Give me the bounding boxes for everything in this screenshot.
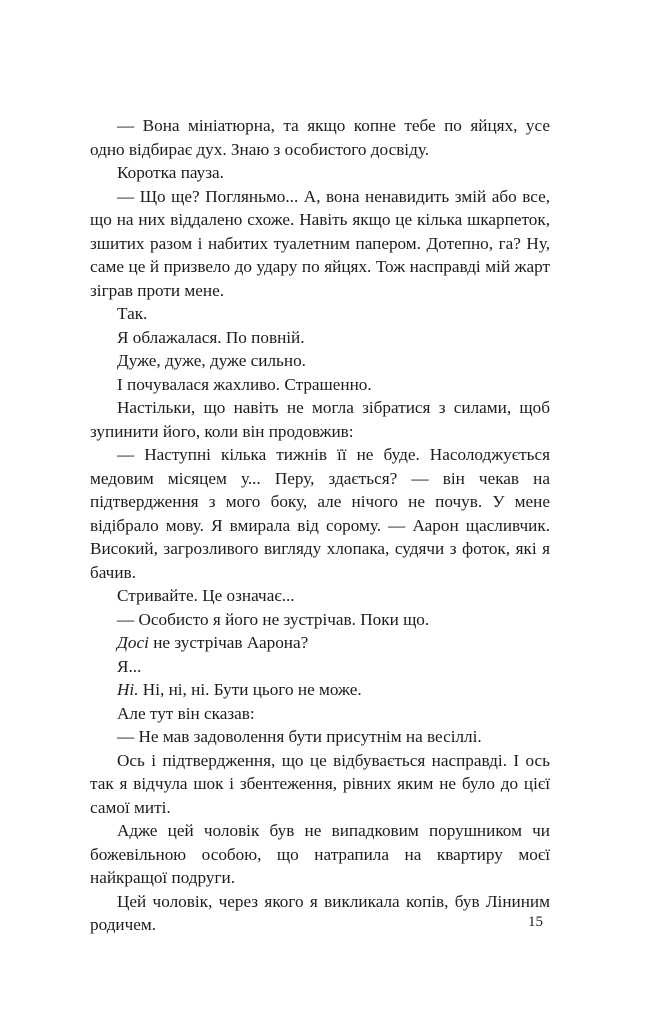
text-run: Адже цей чоловік був не випадковим порушником чи божевільною особою, що натрапила на квартиру моєї найкращої подруги. xyxy=(90,821,550,887)
text-run: — Не мав задоволення бути присутнім на весіллі. xyxy=(117,727,482,746)
page-number: 15 xyxy=(528,914,543,930)
text-run: Я... xyxy=(117,656,142,676)
italic-text: Ні. xyxy=(117,680,139,699)
paragraph xyxy=(90,114,550,161)
italic-text: Досі xyxy=(117,633,149,652)
paragraph xyxy=(90,443,550,584)
paragraph xyxy=(90,185,550,303)
text-run: Коротка пауза. xyxy=(117,163,224,182)
paragraph xyxy=(90,678,550,702)
paragraph xyxy=(90,584,550,608)
text-run: — Наступні кілька тижнів її не буде. Насолоджується медовим місяцем у... Перу, здається? — він чекав на підтвердження з мого боку, але нічого не почув. У мене відібрало мову. Я вмирала від сорому. — Аарон щасливчик. Високий, загрозливого вигляду хлопака, судячи з фоток, які я бачив. xyxy=(90,445,550,582)
text-run: І почувалася жахливо. Страшенно. xyxy=(117,374,372,394)
paragraph xyxy=(90,608,550,632)
text-run: Цей чоловік, через якого я викликала копів, був Ліниним родичем. xyxy=(90,891,550,934)
paragraph xyxy=(90,631,550,655)
text-run: Я облажалася. По повній. xyxy=(117,327,305,347)
page-body xyxy=(90,114,550,937)
text-run: Так. xyxy=(117,304,148,323)
text-run: Ні, ні, ні. Бути цього не може. xyxy=(138,680,362,699)
text-run: не зустрічав Аарона? xyxy=(148,633,309,652)
text-run: Настільки, що навіть не могла зібратися з силами, щоб зупинити його, коли він продовжив: xyxy=(90,398,550,441)
paragraph xyxy=(90,326,550,350)
paragraph xyxy=(90,396,550,443)
text-run: Ось і підтвердження, що це відбувається насправді. І ось так я відчула шок і збентеження, рівних яким не було до цієї самої миті. xyxy=(90,750,550,817)
text-run: Дуже, дуже, дуже сильно. xyxy=(117,351,306,370)
paragraph xyxy=(90,349,550,373)
text-run: — Вона мініатюрна, та якщо копне тебе по яйцях, усе одно відбирає дух. Знаю з особистого досвіду. xyxy=(90,116,550,159)
paragraph xyxy=(90,655,550,679)
text-run: — Особисто я його не зустрічав. Поки що. xyxy=(117,609,430,629)
paragraph xyxy=(90,819,550,890)
text-run: Стривайте. Це означає... xyxy=(117,586,295,605)
paragraph xyxy=(90,890,550,937)
paragraph xyxy=(90,302,550,326)
paragraph xyxy=(90,161,550,185)
text-run: — Що ще? Погляньмо... А, вона ненавидить змій або все, що на них віддалено схоже. Навіть якщо це кілька шкарпеток, зшитих разом і набитих туалетним папером. Дотепно, га? Ну, саме це й призвело до удару по яйцях. Тож насправді мій жарт зіграв проти мене. xyxy=(90,186,550,300)
paragraph xyxy=(90,725,550,749)
text-run: Але тут він сказав: xyxy=(117,703,255,723)
paragraph xyxy=(90,749,550,820)
paragraph xyxy=(90,702,550,726)
paragraph xyxy=(90,373,550,397)
